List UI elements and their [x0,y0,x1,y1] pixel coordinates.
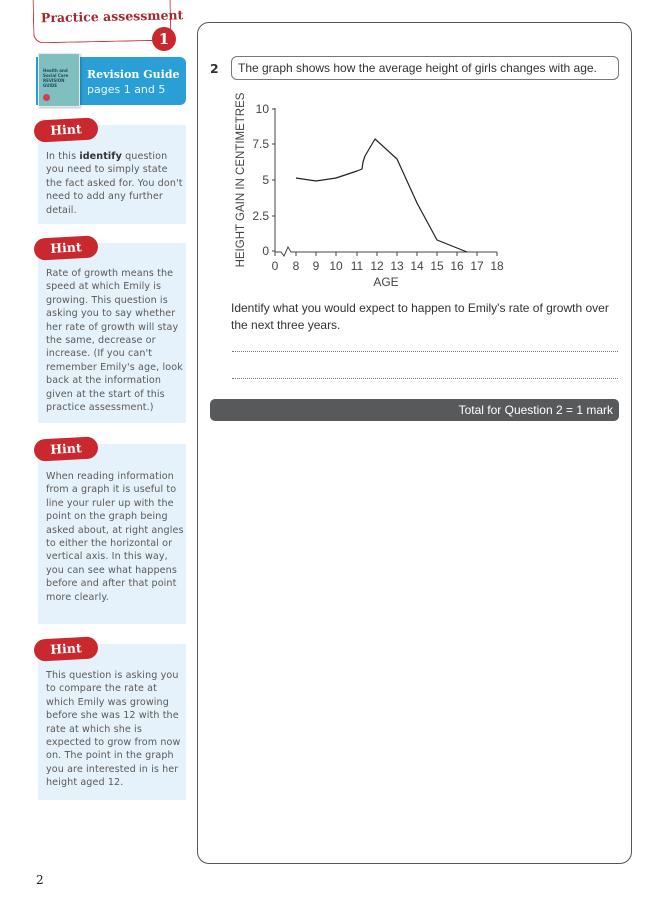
revision-guide-book-icon [38,53,80,107]
y-axis-label: HEIGHT GAIN IN CENTIMETRES [235,92,247,268]
practice-assessment-tab [33,0,184,43]
x-tick-12: 12 [370,259,384,273]
hint-text-4: This question is asking you to compare the rate at which Emily was growing before she was 12 with the rate at which she is expected to grow from now on. The point in the graph you are interested in is her height aged 12. [46,670,181,789]
y-tick-2-5: 2.5 [252,209,269,223]
chart-svg [228,92,518,292]
hint-text-3: When reading information from a graph it is useful to line your ruler up with the point on the graph being asked about, at right angles to either the horizontal or vertical axis. In this way, you can see what happens before and after that point more clearly. [46,471,184,603]
x-tick-14: 14 [410,259,424,273]
height-gain-line [296,139,467,252]
x-tick-17: 17 [470,259,484,273]
hint-badge-3: Hint [33,436,98,461]
x-tick-16: 16 [450,259,464,273]
y-tick-5: 5 [262,173,269,187]
page-number: 2 [36,873,44,887]
answer-line-2[interactable] [232,378,618,379]
y-tick-7-5: 7.5 [252,137,269,151]
answer-line-1[interactable] [232,351,618,352]
x-tick-18: 18 [490,259,504,273]
hint-keyword: identify [79,151,122,162]
x-tick-0: 0 [271,259,279,273]
hint-badge-2: Hint [33,235,98,260]
x-tick-10: 10 [329,259,343,273]
hint-text-1: In this identify question you need to simply state the fact asked for. You don't need to add any further detail. [46,151,183,216]
hint-badge-1: Hint [33,117,98,142]
question-prompt: Identify what you would expect to happen to Emily's rate of growth over the next three years. [231,301,609,332]
x-axis-label: AGE [373,275,399,289]
book-cover-title: Health and Social Care REVISION GUIDE [43,68,69,88]
book-cover-badge [43,94,50,101]
y-tick-0: 0 [262,244,269,258]
question-stem: The graph shows how the average height of girls changes with age. [231,56,619,80]
total-marks-bar: Total for Question 2 = 1 mark [210,399,619,421]
hint-badge-4: Hint [33,636,98,661]
assessment-number-badge: 1 [152,27,176,51]
hint-text-2: Rate of growth means the speed at which Emily is growing. This question is asking you to say whether her rate of growth will stay the same, decrease or increase. (If you can't remember Emily's age, look back at the information given at the start of this practice assessment.) [46,268,183,414]
x-tick-13: 13 [390,259,404,273]
question-number: 2 [210,61,219,76]
x-tick-9: 9 [312,259,320,273]
x-tick-11: 11 [350,259,364,273]
height-gain-chart [228,92,518,292]
revision-guide-title: Revision Guide [87,68,180,81]
x-tick-15: 15 [430,259,444,273]
practice-assessment-label: Practice assessment [40,7,184,26]
y-tick-10: 10 [255,102,269,116]
x-tick-8: 8 [292,259,300,273]
revision-guide-pages: pages 1 and 5 [87,83,166,96]
